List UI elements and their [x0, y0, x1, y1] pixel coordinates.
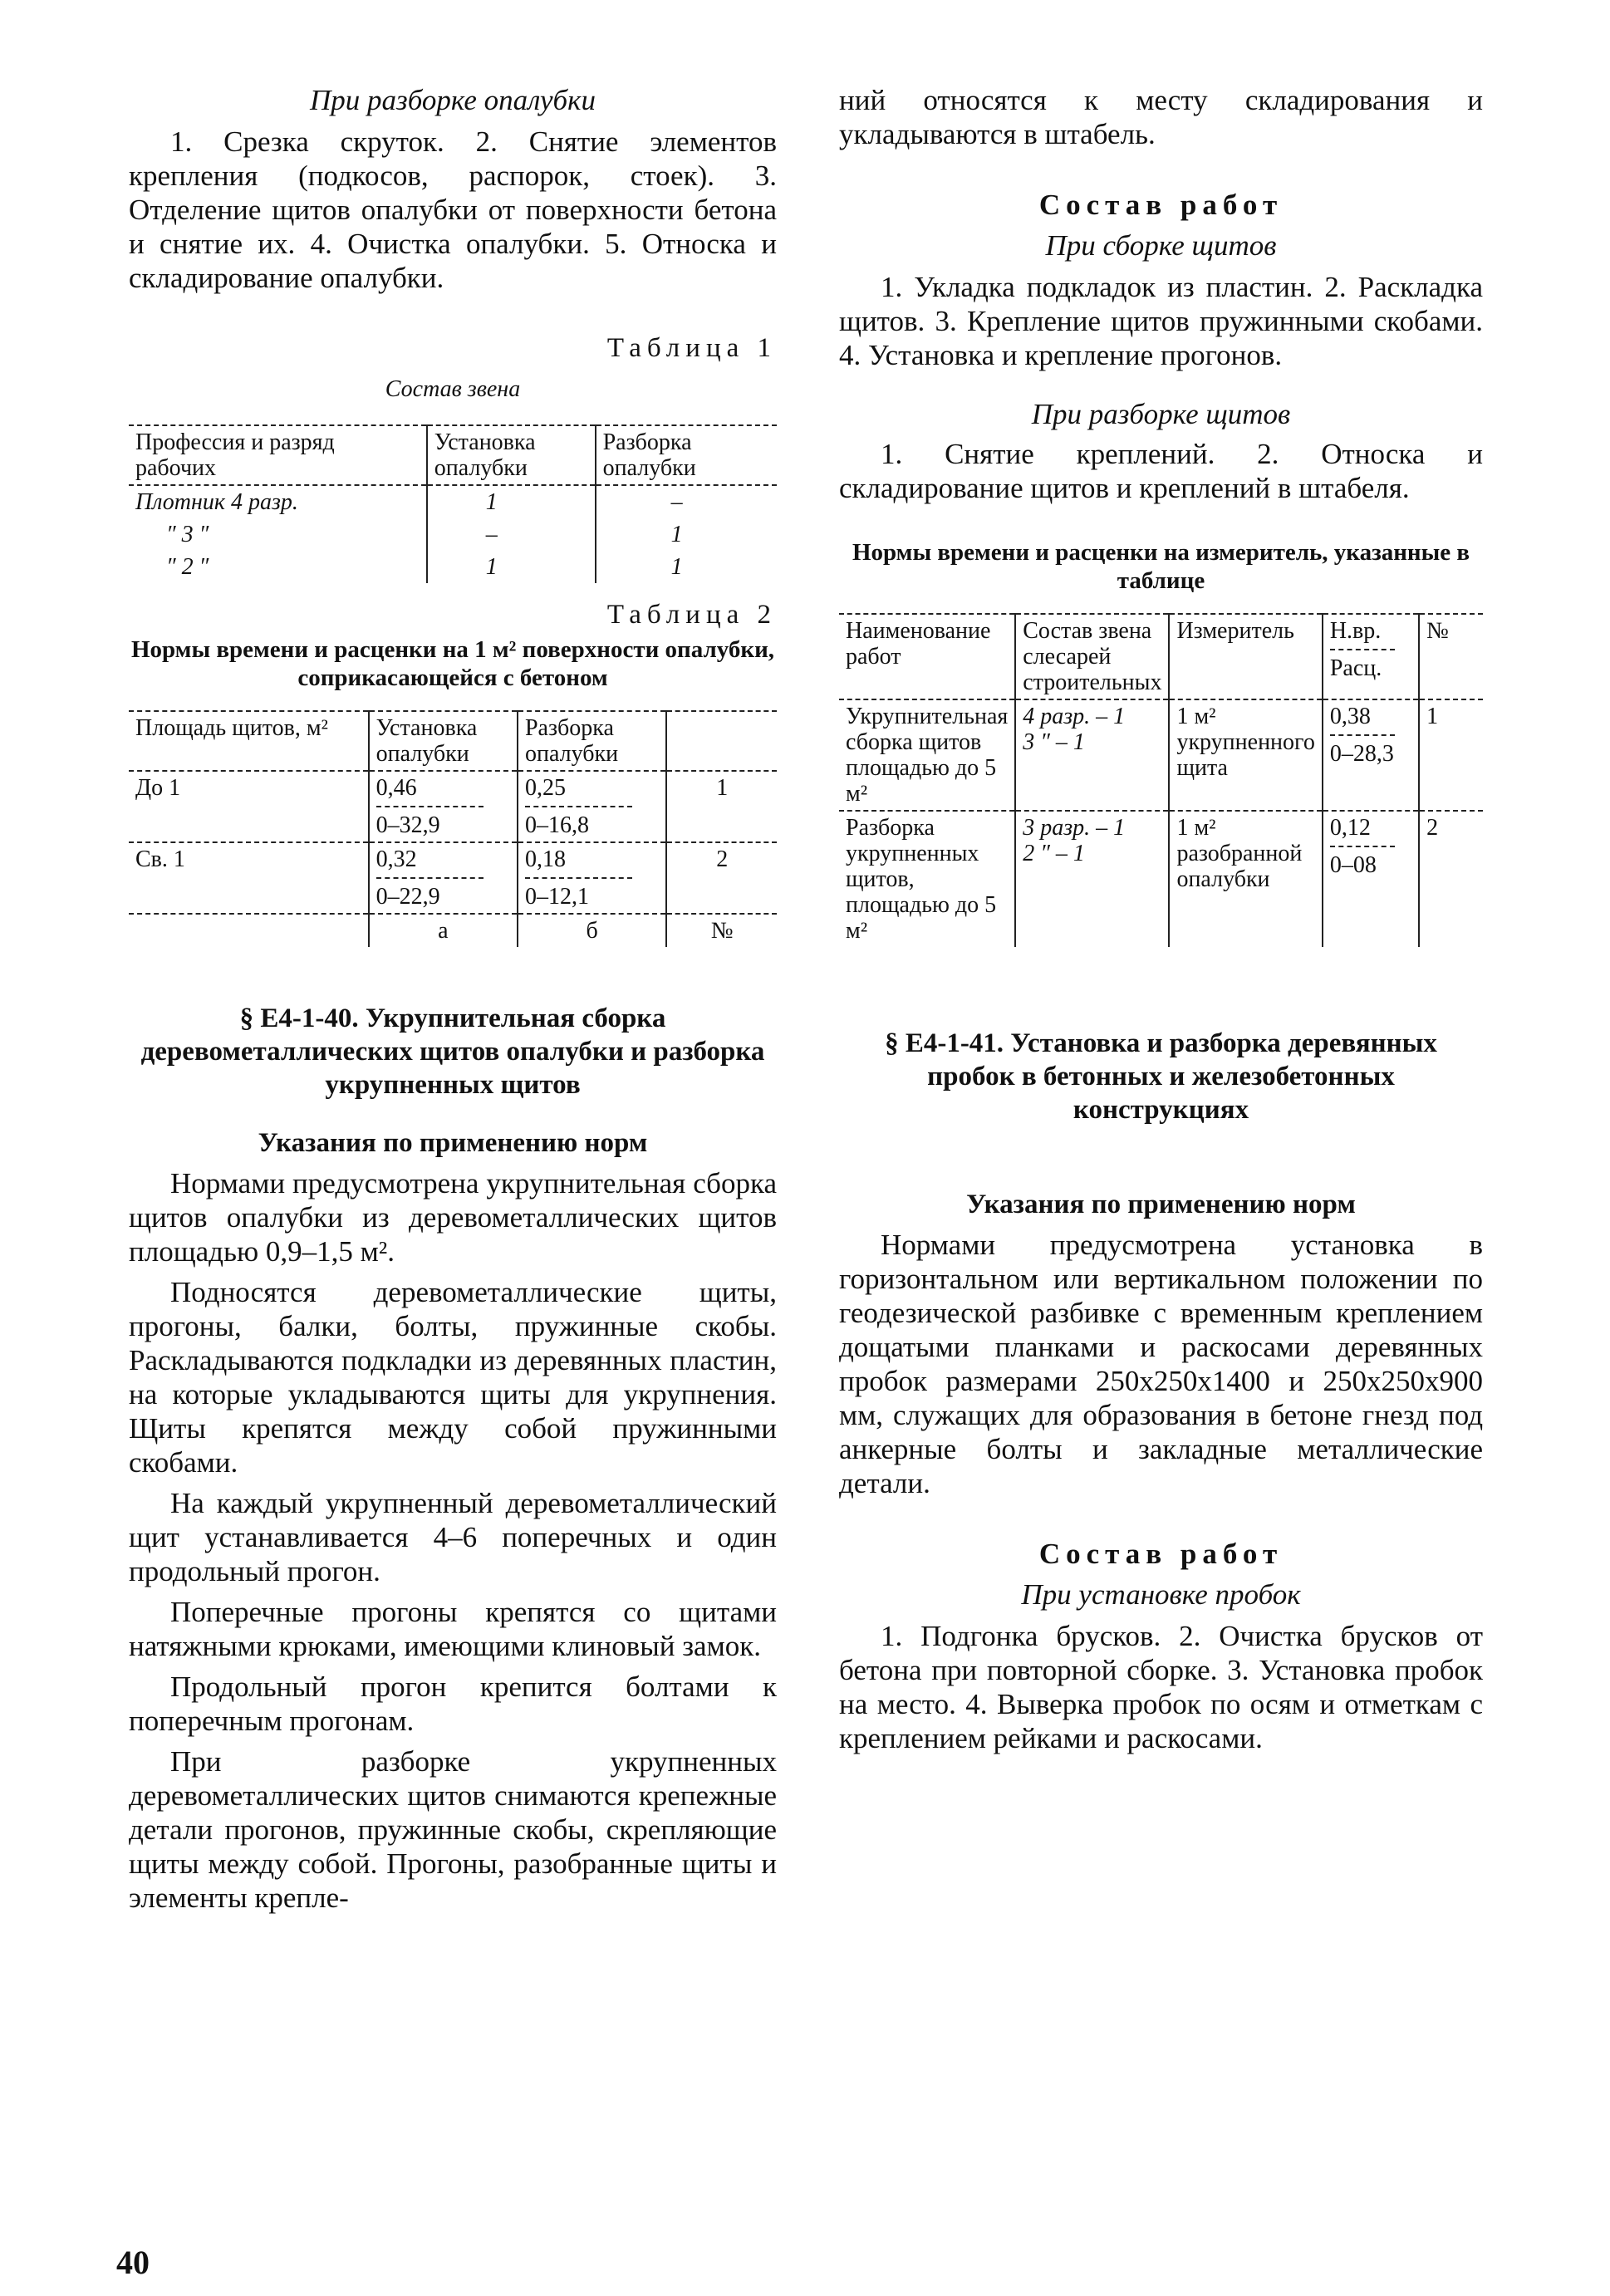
- table2-header: Разборка опалубки: [518, 711, 666, 771]
- assembly-text: 1. Укладка подкладок из пластин. 2. Раскладка щитов. 3. Крепление щитов пружинными скобами. 4. Установка и крепление прогонов.: [839, 271, 1483, 371]
- column-letter: б: [518, 914, 666, 947]
- rate: 0–28,3: [1329, 741, 1394, 767]
- table1-cell: 1: [596, 551, 777, 583]
- row-number: 1: [1419, 699, 1483, 811]
- section-41-instructions-heading: Указания по применению норм: [966, 1190, 1356, 1219]
- norm-time: 0,32: [376, 846, 417, 872]
- left-column: [129, 83, 777, 1915]
- norm-time: 0,25: [524, 775, 566, 801]
- table-row: [129, 771, 777, 842]
- continued-text: ний относятся к месту складирования и укладываются в штабель.: [839, 84, 1483, 150]
- heading-dismantle-formwork: При разборке опалубки: [310, 84, 596, 116]
- table-row: [129, 551, 777, 583]
- section-41-title: § Е4-1-41. Установка и разборка деревянных пробок в бетонных и железобетонных конструкциях: [885, 1028, 1437, 1125]
- section-40-instructions-heading: Указания по применению норм: [258, 1128, 648, 1158]
- table2-header: Площадь щитов, м²: [135, 715, 328, 741]
- table1-cell: Плотник 4 разр.: [135, 489, 298, 515]
- table1-cell: 1: [596, 518, 777, 551]
- page-number: 40: [116, 2244, 150, 2281]
- meter: 1 м² укрупненного щита: [1169, 699, 1322, 811]
- crew-line: 2 ″ – 1: [1023, 841, 1085, 866]
- table1-cell: –: [427, 518, 596, 551]
- crew-line: 3 ″ – 1: [1023, 729, 1085, 755]
- section-40-paragraph: Нормами предусмотрена укрупнительная сборка щитов опалубки из деревометаллических щитов площадью 0,9–1,5 м².: [129, 1167, 777, 1268]
- meter: 1 м² разобранной опалубки: [1169, 811, 1322, 947]
- table1-cell: –: [596, 485, 777, 518]
- work-name: Разборка укрупненных щитов, площадью до 5 м²: [846, 815, 997, 944]
- table-row: [129, 485, 777, 518]
- table1-label: Таблица 1: [606, 333, 777, 363]
- table-row: [839, 811, 1483, 947]
- section-40-title: § Е4-1-40. Укрупнительная сборка деревометаллических щитов опалубки и разборка укрупненных щитов: [140, 1003, 765, 1100]
- row-number: 2: [1419, 811, 1483, 947]
- table-row: [129, 914, 777, 947]
- table2: [129, 710, 777, 947]
- row-number: 1: [666, 771, 777, 842]
- right-column: [839, 83, 1483, 1755]
- norm-time: 0,12: [1329, 815, 1371, 841]
- table1-caption: Состав звена: [385, 376, 521, 402]
- table3-header: Измеритель: [1169, 614, 1322, 699]
- table1-cell: ″ 3 ″: [166, 522, 209, 547]
- dismantle-formwork-text: 1. Срезка скруток. 2. Снятие элементов крепления (подкосов, распорок, стоек). 3. Отделение щитов опалубки от поверхности бетона и снятие их. 4. Очистка опалубки. 5. Относка и складирование опалубки.: [129, 125, 777, 294]
- table1-cell: 1: [427, 485, 596, 518]
- row-number: 2: [666, 842, 777, 914]
- rate: 0–08: [1329, 852, 1377, 878]
- assembly-heading: При сборке щитов: [1045, 229, 1277, 262]
- table1-cell: 1: [427, 551, 596, 583]
- column-letter: а: [369, 914, 518, 947]
- crew-line: 3 разр. – 1: [1023, 815, 1126, 841]
- column-number-sign: №: [666, 914, 777, 947]
- section-40-paragraph: Продольный прогон крепится болтами к поперечным прогонам.: [129, 1670, 777, 1737]
- table2-area: Св. 1: [135, 846, 185, 872]
- table1-header: Разборка опалубки: [596, 425, 777, 485]
- table2-area: До 1: [135, 775, 181, 801]
- table3-caption: Нормы времени и расценки на измеритель, указанные в таблице: [852, 539, 1470, 594]
- table3-header: №: [1419, 614, 1483, 699]
- table-row: [129, 842, 777, 914]
- table3-header: Наименование работ: [846, 618, 991, 670]
- norm-time: 0,38: [1329, 704, 1371, 729]
- table2-header: Установка опалубки: [369, 711, 518, 771]
- table3: [839, 613, 1483, 947]
- table-row: [129, 518, 777, 551]
- rate: 0–16,8: [524, 812, 589, 838]
- table1: [129, 424, 777, 583]
- table2-label: Таблица 2: [606, 600, 777, 630]
- table1-header: Профессия и разряд рабочих: [135, 429, 335, 481]
- section-40-paragraph: Подносятся деревометаллические щиты, прогоны, балки, болты, пружинные скобы. Раскладываются подкладки из деревянных пластин, на которые укладываются щиты для укрупнения. Щиты крепятся между собой пружинными скобами.: [129, 1276, 777, 1479]
- section-41-install-text: 1. Подгонка брусков. 2. Очистка брусков от бетона при повторной сборке. 3. Установка пробок на место. 4. Выверка пробок по осям и отметкам с креплением рейками и раскосами.: [839, 1620, 1483, 1754]
- work-name: Укрупнительная сборка щитов площадью до 5 м²: [846, 704, 1009, 807]
- section-41-works-heading: Состав работ: [1038, 1538, 1284, 1570]
- table3-header: Состав звена слесарей строительных: [1015, 614, 1169, 699]
- rate: 0–32,9: [376, 812, 440, 838]
- section-40-paragraph: Поперечные прогоны крепятся со щитами натяжными крюками, имеющими клиновый замок.: [129, 1596, 777, 1662]
- table3-header: Н.вр.: [1329, 618, 1382, 644]
- dismantle-heading: При разборке щитов: [1031, 398, 1291, 430]
- norm-time: 0,18: [524, 846, 566, 872]
- table2-caption: Нормы времени и расценки на 1 м² поверхности опалубки, соприкасающейся с бетоном: [130, 636, 775, 691]
- rate: 0–12,1: [524, 884, 589, 910]
- table-row: [839, 699, 1483, 811]
- section-40-paragraph: На каждый укрупненный деревометаллический щит устанавливается 4–6 поперечных и один продольный прогон.: [129, 1487, 777, 1587]
- norm-time: 0,46: [376, 775, 417, 801]
- table1-cell: ″ 2 ″: [166, 554, 209, 580]
- table3-header: Расц.: [1329, 655, 1382, 681]
- works-heading: Состав работ: [1038, 189, 1284, 221]
- dismantle-text: 1. Снятие креплений. 2. Относка и складирование щитов и креплений в штабеля.: [839, 438, 1483, 504]
- rate: 0–22,9: [376, 884, 440, 910]
- section-40-paragraph: При разборке укрупненных деревометаллических щитов снимаются крепежные детали прогонов, пружинные скобы, скрепляющие щиты между собой. Прогоны, разобранные щиты и элементы крепле-: [129, 1745, 777, 1914]
- section-41-paragraph: Нормами предусмотрена установка в горизонтальном или вертикальном положении по геодезической разбивке с временным креплением дощатыми планками и раскосами деревянных пробок размерами 250x250x1400 и 250x250x900 мм, служащих для образования в бетоне гнезд под анкерные болты и закладные металлические детали.: [839, 1229, 1483, 1499]
- section-41-install-heading: При установке пробок: [1021, 1578, 1301, 1611]
- crew-line: 4 разр. – 1: [1023, 704, 1126, 729]
- table1-header: Установка опалубки: [427, 425, 596, 485]
